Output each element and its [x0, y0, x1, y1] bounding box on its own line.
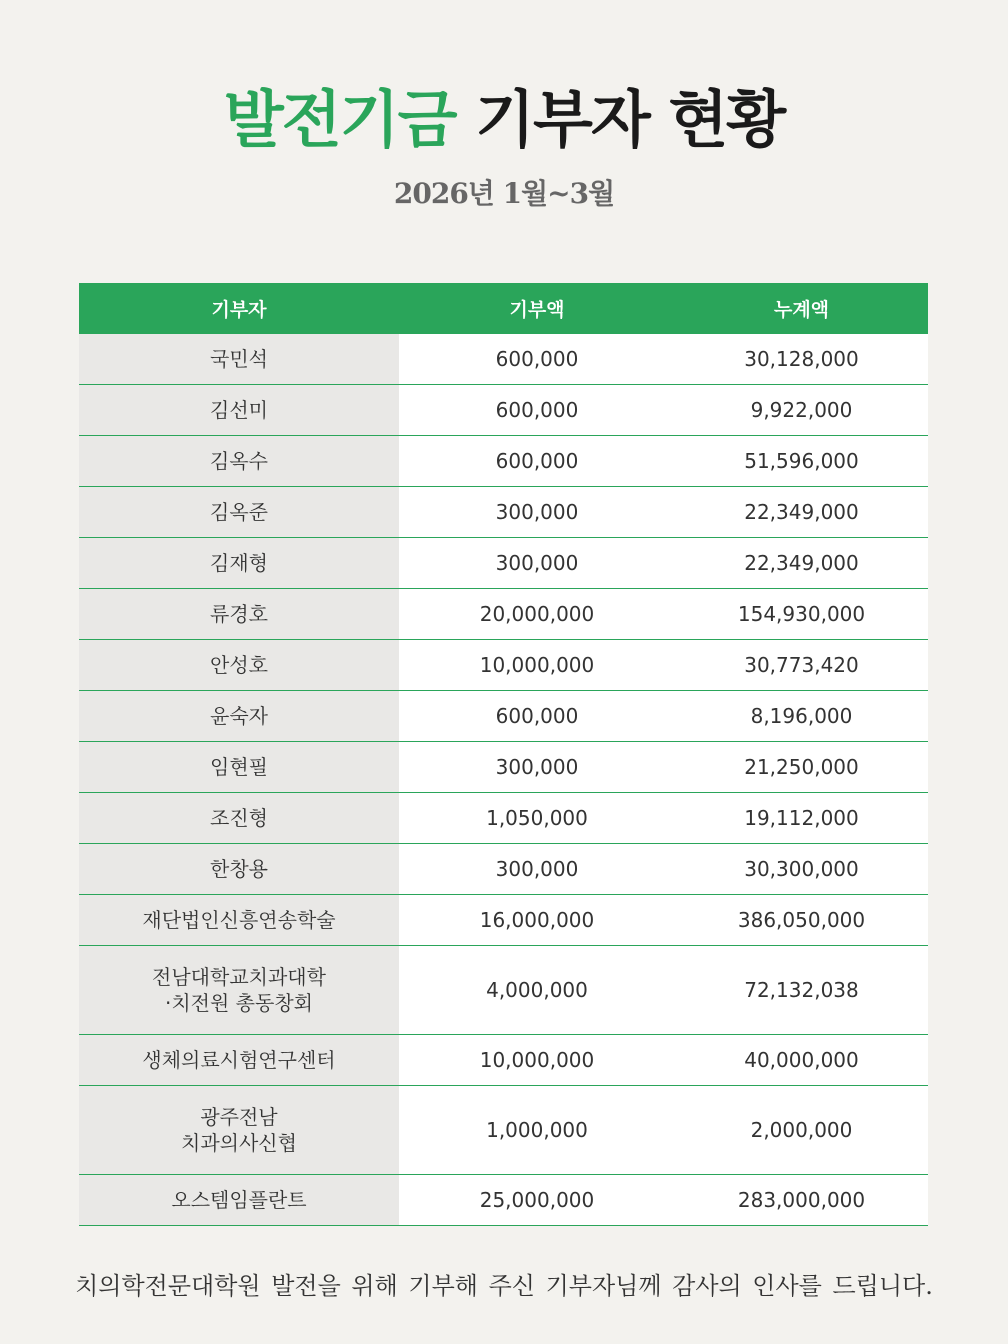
- donor-name-line: 김옥준: [210, 500, 268, 524]
- donor-name-line: 류경호: [210, 602, 268, 626]
- donor-name-line: 김옥수: [210, 449, 268, 473]
- donation-amount: 25,000,000: [399, 1175, 675, 1225]
- donation-amount: 300,000: [399, 538, 675, 588]
- table-row: [79, 895, 928, 946]
- donation-amount: 1,050,000: [399, 793, 675, 843]
- donor-name-line: 김선미: [210, 398, 268, 422]
- donor-name-cell: [79, 385, 399, 435]
- donor-name-line: 김재형: [210, 551, 268, 575]
- donor-name-cell: [79, 436, 399, 486]
- table-row: [79, 1175, 928, 1226]
- cumulative-total: 72,132,038: [675, 946, 928, 1034]
- cumulative-total: 30,300,000: [675, 844, 928, 894]
- table-row: [79, 589, 928, 640]
- cumulative-total: 21,250,000: [675, 742, 928, 792]
- donor-name-line: 생체의료시험연구센터: [142, 1048, 336, 1072]
- donation-amount: 10,000,000: [399, 1035, 675, 1085]
- cumulative-total: 40,000,000: [675, 1035, 928, 1085]
- header-donor: 기부자: [211, 299, 267, 321]
- donation-amount: 600,000: [399, 385, 675, 435]
- cumulative-total: 283,000,000: [675, 1175, 928, 1225]
- donor-name-line: 국민석: [210, 347, 268, 371]
- donor-name-cell: [79, 946, 399, 1034]
- header-total: 누계액: [773, 299, 830, 321]
- donor-name-line: ·치전원 총동창회: [165, 991, 313, 1015]
- donor-name: [142, 1047, 335, 1073]
- table-row: [79, 844, 928, 895]
- donor-name-cell: [79, 844, 399, 894]
- donor-name: [210, 856, 268, 882]
- donor-name: [210, 397, 268, 423]
- page-title-rest: 기부자 현황: [475, 83, 785, 156]
- donor-name-line: 조진형: [210, 806, 268, 830]
- donor-table: [79, 283, 928, 1226]
- table-row: [79, 793, 928, 844]
- donation-amount: 300,000: [399, 487, 675, 537]
- header-amount: 기부액: [509, 299, 565, 321]
- cumulative-total: 9,922,000: [675, 385, 928, 435]
- table-row: [79, 742, 928, 793]
- donor-name: [210, 601, 268, 627]
- donation-amount: 600,000: [399, 691, 675, 741]
- donor-name-cell: [79, 538, 399, 588]
- cumulative-total: 30,128,000: [675, 334, 928, 384]
- table-row: [79, 946, 928, 1035]
- donor-name: [210, 805, 268, 831]
- donor-name-cell: [79, 640, 399, 690]
- donor-name: [210, 550, 268, 576]
- table-row: [79, 385, 928, 436]
- table-row: [79, 436, 928, 487]
- donor-name: [152, 964, 326, 1016]
- cumulative-total: 22,349,000: [675, 487, 928, 537]
- donor-name-cell: [79, 1175, 399, 1225]
- table-row: [79, 334, 928, 385]
- donation-amount: 1,000,000: [399, 1086, 675, 1174]
- donor-name: [171, 1187, 306, 1213]
- donor-name: [210, 652, 268, 678]
- donor-name: [210, 754, 268, 780]
- cumulative-total: 51,596,000: [675, 436, 928, 486]
- donor-name-line: 오스템임플란트: [171, 1188, 307, 1212]
- table-row: [79, 1035, 928, 1086]
- donation-amount: 600,000: [399, 436, 675, 486]
- cumulative-total: 19,112,000: [675, 793, 928, 843]
- donation-amount: 16,000,000: [399, 895, 675, 945]
- donor-name-cell: [79, 487, 399, 537]
- donor-name: [210, 499, 268, 525]
- period-subtitle: 2026년 1월~3월: [393, 177, 615, 210]
- donation-amount: 4,000,000: [399, 946, 675, 1034]
- donation-amount: 300,000: [399, 844, 675, 894]
- donation-amount: 10,000,000: [399, 640, 675, 690]
- donor-name-line: 윤숙자: [210, 704, 268, 728]
- donor-name: [181, 1104, 297, 1156]
- donor-name-cell: [79, 691, 399, 741]
- donor-name-cell: [79, 334, 399, 384]
- table-row: [79, 691, 928, 742]
- donor-name-cell: [79, 1035, 399, 1085]
- table-row: [79, 1086, 928, 1175]
- donor-name: [210, 703, 268, 729]
- table-row: [79, 640, 928, 691]
- donor-name-cell: [79, 895, 399, 945]
- donor-name-line: 치과의사신협: [181, 1131, 297, 1155]
- page-title-highlight: 발전기금: [223, 83, 456, 156]
- thanks-message-text: 치의학전문대학원 발전을 위해 기부해 주신 기부자님께 감사의 인사를 드립니다.: [75, 1272, 933, 1300]
- cumulative-total: 154,930,000: [675, 589, 928, 639]
- donor-name-line: 광주전남: [200, 1105, 278, 1129]
- donor-name-line: 안성호: [210, 653, 268, 677]
- cumulative-total: 30,773,420: [675, 640, 928, 690]
- cumulative-total: 22,349,000: [675, 538, 928, 588]
- donor-name-line: 재단법인신흥연송학술: [142, 908, 336, 932]
- donor-name-cell: [79, 589, 399, 639]
- donor-name: [142, 907, 335, 933]
- table-body: [79, 334, 928, 1226]
- donor-name-cell: [79, 1086, 399, 1174]
- donation-amount: 600,000: [399, 334, 675, 384]
- table-row: [79, 538, 928, 589]
- donation-amount: 300,000: [399, 742, 675, 792]
- donation-amount: 20,000,000: [399, 589, 675, 639]
- cumulative-total: 8,196,000: [675, 691, 928, 741]
- table-header: [79, 283, 928, 334]
- donor-name-line: 임현필: [210, 755, 268, 779]
- donor-name-cell: [79, 793, 399, 843]
- donor-name: [210, 448, 268, 474]
- donor-name-line: 한창용: [210, 857, 268, 881]
- donor-name-line: 전남대학교치과대학: [152, 965, 326, 989]
- table-row: [79, 487, 928, 538]
- cumulative-total: 2,000,000: [675, 1086, 928, 1174]
- donor-name: [210, 346, 268, 372]
- cumulative-total: 386,050,000: [675, 895, 928, 945]
- thanks-message: [0, 1266, 1008, 1306]
- donor-name-cell: [79, 742, 399, 792]
- page-title: [0, 78, 1008, 162]
